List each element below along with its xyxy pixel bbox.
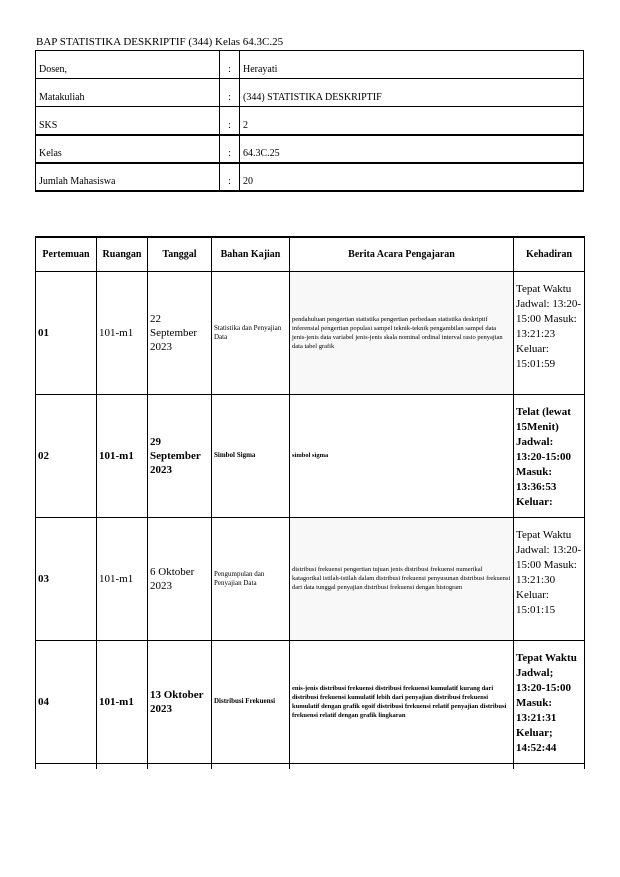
header-bahan-kajian: Bahan Kajian xyxy=(212,237,290,271)
meetings-table xyxy=(35,236,585,769)
document-title: BAP STATISTIKA DESKRIPTIF (344) Kelas 64.3C.25 xyxy=(36,36,284,48)
info-row-dosen xyxy=(36,51,584,79)
info-value: 2 xyxy=(240,107,584,135)
meeting-room: 101-m1 xyxy=(97,640,148,763)
table-row xyxy=(36,271,585,394)
meeting-topic: Statistika dan Penyajian Data xyxy=(212,271,290,394)
info-separator: : xyxy=(220,135,240,163)
header-berita-acara: Berita Acara Pengajaran xyxy=(290,237,514,271)
meeting-number: 01 xyxy=(36,271,97,394)
info-value: Herayati xyxy=(240,51,584,79)
info-value: 20 xyxy=(240,163,584,191)
continuation-cell xyxy=(36,763,97,769)
meeting-description: enis-jenis distribusi frekuensi distribusi frekuensi kumulatif kurang dari distribusi frekuensi kumulatif lebih dari penyajian distribusi frekuensi kumulatif dengan grafik ogoif distribusi frekuensi relatif penyajian distribusi frekuensi relatif dengan grafik lingkaran xyxy=(290,640,514,763)
table-header-row xyxy=(36,237,585,271)
info-row-matakuliah xyxy=(36,79,584,107)
meeting-description: simbol sigma xyxy=(290,394,514,517)
header-pertemuan: Pertemuan xyxy=(36,237,97,271)
info-row-jumlah-mahasiswa xyxy=(36,163,584,191)
info-value: 64.3C.25 xyxy=(240,135,584,163)
continuation-cell xyxy=(514,763,585,769)
meeting-room: 101-m1 xyxy=(97,394,148,517)
meeting-date: 6 Oktober 2023 xyxy=(148,517,212,640)
meeting-topic: Pengumpulan dan Penyajian Data xyxy=(212,517,290,640)
header-tanggal: Tanggal xyxy=(148,237,212,271)
continuation-cell xyxy=(290,763,514,769)
table-continuation-row xyxy=(36,763,585,769)
header-kehadiran: Kehadiran xyxy=(514,237,585,271)
info-row-sks xyxy=(36,107,584,135)
info-label: Matakuliah xyxy=(36,79,220,107)
info-separator: : xyxy=(220,107,240,135)
meeting-description: distribusi frekuensi pengertian tujuan jenis distribusi frekuensi numerikal katagorikal istilah-istilah dalam distribusi frekuensi penyusunan distribusi frekuensi dari data tunggal penyajian distribusi frekuensi dengan histogram xyxy=(290,517,514,640)
meeting-date: 29 September 2023 xyxy=(148,394,212,517)
info-separator: : xyxy=(220,51,240,79)
meeting-date: 13 Oktober 2023 xyxy=(148,640,212,763)
header-ruangan: Ruangan xyxy=(97,237,148,271)
course-info-table xyxy=(35,50,584,192)
meeting-attendance: Tepat Waktu Jadwal; 13:20-15:00 Masuk: 13:21:31 Keluar; 14:52:44 xyxy=(514,640,585,763)
continuation-cell xyxy=(148,763,212,769)
meeting-room: 101-m1 xyxy=(97,271,148,394)
meeting-topic: Simbol Sigma xyxy=(212,394,290,517)
info-label: Jumlah Mahasiswa xyxy=(36,163,220,191)
info-label: Kelas xyxy=(36,135,220,163)
info-label: SKS xyxy=(36,107,220,135)
continuation-cell xyxy=(212,763,290,769)
meeting-attendance: Tepat Waktu Jadwal: 13:20-15:00 Masuk: 13:21:23 Keluar: 15:01:59 xyxy=(514,271,585,394)
info-separator: : xyxy=(220,79,240,107)
continuation-cell xyxy=(97,763,148,769)
info-separator: : xyxy=(220,163,240,191)
meeting-attendance: Telat (lewat 15Menit) Jadwal: 13:20-15:00 Masuk: 13:36:53 Keluar: xyxy=(514,394,585,517)
meeting-number: 04 xyxy=(36,640,97,763)
table-row xyxy=(36,394,585,517)
meeting-number: 02 xyxy=(36,394,97,517)
meeting-attendance: Tepat Waktu Jadwal: 13:20-15:00 Masuk: 13:21:30 Keluar: 15:01:15 xyxy=(514,517,585,640)
table-row xyxy=(36,517,585,640)
table-row xyxy=(36,640,585,763)
info-row-kelas xyxy=(36,135,584,163)
info-label: Dosen, xyxy=(36,51,220,79)
info-value: (344) STATISTIKA DESKRIPTIF xyxy=(240,79,584,107)
meeting-topic: Distribusi Frekuensi xyxy=(212,640,290,763)
meeting-description: pendahuluan pengertian statistika pengertian perbedaan statistika deskriptif inferensial pengertian populasi sampel teknik-teknik pengambilan sampel data jenis-jenis data variabel jenis-jenis skala nominal ordinal interval rasio penyajian data tabel grafik xyxy=(290,271,514,394)
meeting-room: 101-m1 xyxy=(97,517,148,640)
meeting-date: 22 September 2023 xyxy=(148,271,212,394)
meeting-number: 03 xyxy=(36,517,97,640)
